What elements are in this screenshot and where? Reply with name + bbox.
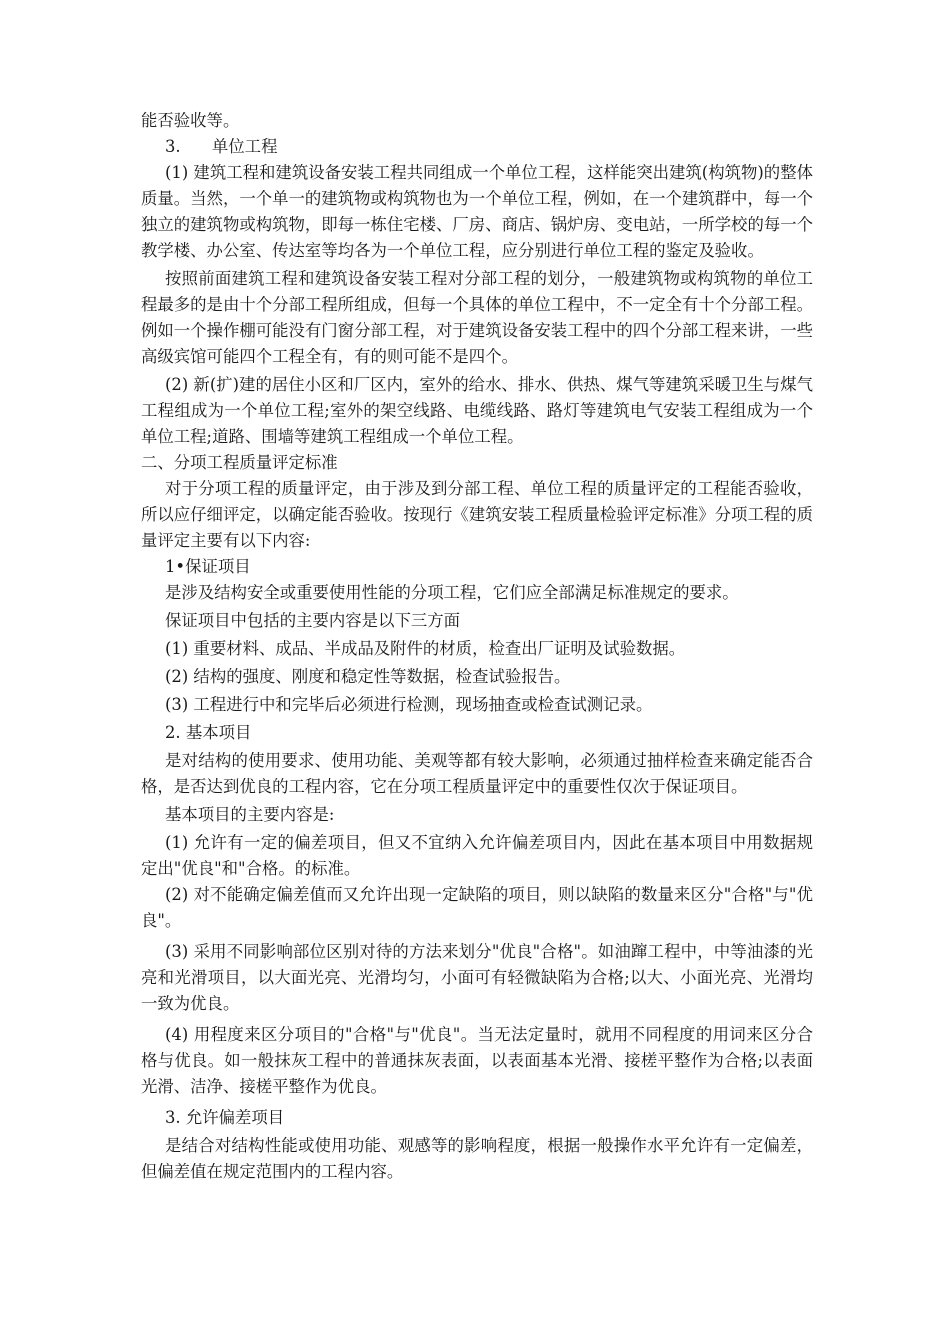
paragraph: 是对结构的使用要求、使用功能、美观等都有较大影响，必须通过抽样检查来确定能否合格，是否达到优良的工程内容，它在分项工程质量评定中的重要性仅次于保证项目。 — [141, 751, 813, 796]
document-page — [141, 108, 813, 1185]
section-heading: 1•保证项目 — [165, 557, 251, 576]
paragraph: 保证项目中包括的主要内容是以下三方面 — [165, 611, 461, 630]
paragraph: (2) 新(扩)建的居住小区和厂区内，室外的给水、排水、供热、煤气等建筑采暖卫生与煤气工程组成为一个单位工程;室外的架空线路、电缆线路、路灯等建筑电气安装工程组成为一个单位工程;道路、围墙等建筑工程组成一个单位工程。 — [141, 375, 813, 446]
paragraph: 对于分项工程的质量评定，由于涉及到分部工程、单位工程的质量评定的工程能否验收，所以应仔细评定，以确定能否验收。按现行《建筑安装工程质量检验评定标准》分项工程的质量评定主要有以下内容: — [141, 479, 814, 550]
paragraph: 按照前面建筑工程和建筑设备安装工程对分部工程的划分，一般建筑物或构筑物的单位工程最多的是由十个分部工程所组成，但每一个具体的单位工程中，不一定全有十个分部工程。例如一个操作棚可能没有门窗分部工程，对于建筑设备安装工程中的四个分部工程来讲，一些高级宾馆可能四个工程全有，有的则可能不是四个。 — [141, 269, 814, 366]
section-heading: 3. 允许偏差项目 — [165, 1108, 285, 1127]
list-item: (1) 允许有一定的偏差项目，但又不宜纳入允许偏差项目内，因此在基本项目中用数据规定出"优良"和"合格。的标准。 — [141, 833, 813, 878]
paragraph: 基本项目的主要内容是: — [165, 805, 335, 824]
paragraph: (1) 建筑工程和建筑设备安装工程共同组成一个单位工程，这样能突出建筑(构筑物)的整体质量。当然，一个单一的建筑物或构筑物也为一个单位工程，例如，在一个建筑群中，每一个独立的建筑物或构筑物，即每一栋住宅楼、厂房、商店、锅炉房、变电站，一所学校的每一个教学楼、办公室、传达室等均各为一个单位工程，应分别进行单位工程的鉴定及验收。 — [141, 163, 814, 260]
section-heading: 2. 基本项目 — [165, 723, 252, 742]
list-item: (2) 对不能确定偏差值而又允许出现一定缺陷的项目，则以缺陷的数量来区分"合格"与"优良"。 — [141, 885, 813, 930]
list-item: (2) 结构的强度、刚度和稳定性等数据，检查试验报告。 — [165, 667, 571, 686]
paragraph: 是涉及结构安全或重要使用性能的分项工程，它们应全部满足标准规定的要求。 — [165, 583, 739, 602]
paragraph: 能否验收等。 — [141, 111, 240, 130]
list-item: (3) 工程进行中和完毕后必须进行检测，现场抽查或检查试测记录。 — [165, 695, 653, 714]
list-item: (1) 重要材料、成品、半成品及附件的材质，检查出厂证明及试验数据。 — [165, 639, 686, 658]
paragraph: 是结合对结构性能或使用功能、观感等的影响程度，根据一般操作水平允许有一定偏差，但偏差值在规定范围内的工程内容。 — [141, 1136, 813, 1181]
list-item: (3) 采用不同影响部位区别对待的方法来划分"优良"合格"。如油蹿工程中，中等油漆的光亮和光滑项目，以大面光亮、光滑均匀，小面可有轻微缺陷为合格;以大、小面光亮、光滑均一致为优良。 — [141, 942, 813, 1013]
section-heading: 3. 单位工程 — [165, 137, 278, 156]
section-heading: 二、分项工程质量评定标准 — [141, 453, 338, 472]
list-item: (4) 用程度来区分项目的"合格"与"优良"。当无法定量时，就用不同程度的用词来区分合格与优良。如一般抹灰工程中的普通抹灰表面，以表面基本光滑、接槎平整作为合格;以表面光滑、洁净、接槎平整作为优良。 — [141, 1025, 813, 1096]
